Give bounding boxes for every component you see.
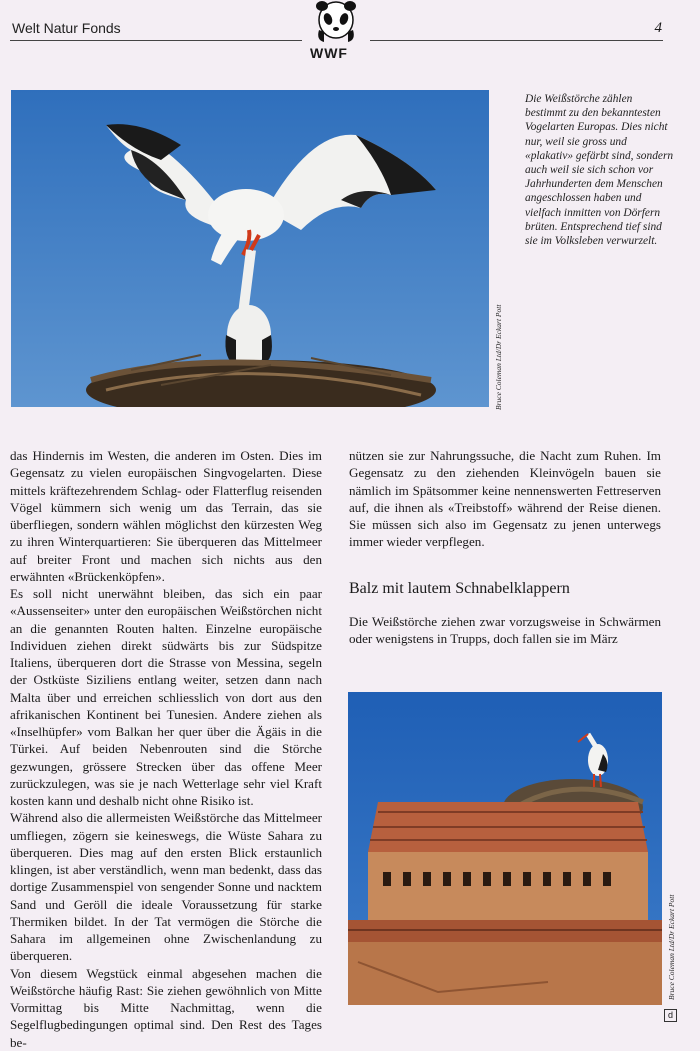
paragraph: Die Weißstörche ziehen zwar vorzugsweise in Schwärmen oder wenigstens in Trupps, doch fallen sie im März — [349, 614, 661, 647]
photo-caption: Die Weißstörche zählen bestimmt zu den bekanntesten Vogelarten Europas. Dies nicht nur, weil sie gross und «plakativ» gefärbt sind, sondern auch weil sie sich schon vor Jahrhunderten dem Menschen angeschlossen haben und vielfach inmitten von Dörfern brüten. Entsprechend tief sind sie im Volksleben verwurzelt. — [525, 93, 674, 248]
paragraph: nützen sie zur Nahrungssuche, die Nacht zum Ruhen. Im Gegensatz zu den ziehenden Kleinvögeln bauen sie nämlich im Spätsommer keine nennenswerten Fettreserven auf, die ihnen als «Treibstoff» während der Reise dienen. Sie müssen sich also im Gegensatz zu jenen unterwegs immer wieder verpflegen. — [349, 448, 661, 550]
stork-nest-photo — [11, 90, 489, 407]
paragraph: Es soll nicht unerwähnt bleiben, das sich ein paar «Aussenseiter» unter den europäischen Weißstörchen nicht an die genannten Routen halten. Einzelne europäische Individuen ziehen direkt südwärts bis zur Südspitze Italiens, überqueren dort die Strasse von Messina, segeln der Ostküste Siziliens entlang weiter, setzen dann nach Malta über und erreichen schliesslich von dort aus den afrikanischen Kontinent bei Tunesien. Andere ziehen als «Inselhüpfer» vom Balkan her quer über die Ägäis in die Türkei. Auf beiden Nebenrouten sind die Störche gezwungen, grössere Strecken über das offene Meer zurückzulegen, was sie je nach Wetterlage sehr viel Kraft kosten kann und deshalb nicht ohne Risiko ist. — [10, 586, 322, 808]
wwf-logo-text: WWF — [310, 45, 348, 61]
stork-building-photo — [348, 692, 662, 1005]
paragraph: Von diesem Wegstück einmal abgesehen machen die Weißstörche häufig Rast: Sie ziehen gewöhnlich von Mitte Vormittag bis Mitte Nachmittag, wenn die Segelflugbedingungen optimal sind. Den Rest des Tages be- — [10, 965, 322, 1050]
photo-credit-2: Bruce Coleman Ltd/Dr Eckart Pott — [667, 894, 676, 1000]
header-rule-left — [10, 40, 302, 41]
left-text-column — [10, 447, 322, 1051]
corner-mark: d — [664, 1009, 677, 1022]
header-rule-right — [370, 40, 663, 41]
running-title: Welt Natur Fonds — [12, 20, 121, 36]
paragraph: Während also die allermeisten Weißstörche das Mittelmeer umfliegen, zögern sie keineswegs, die Wüste Sahara zu überqueren. Dies mag auf den ersten Blick erstaunlich klingen, ist aber verständlich, wenn man bedenkt, dass das dortige Zusammenspiel von sengender Sonne und nacktem Sand und Geröll die ideale Voraussetzung für starke Thermiken bildet. In der Tat vermögen die Störche die Sahara im allgemeinen ohne Zwischenlandung zu überqueren. — [10, 810, 322, 964]
right-text-column-top — [349, 447, 661, 551]
page-number: 4 — [654, 20, 662, 36]
photo-credit-1: Bruce Coleman Ltd/Dr Eckart Pott — [494, 304, 503, 410]
right-text-column-bottom — [349, 613, 661, 648]
paragraph: das Hindernis im Westen, die anderen im Osten. Dies im Gegensatz zu vielen europäischen Singvogelarten. Diese mittels kräftezehrendem Schlag- oder Flatterflug reisenden Vögel kümmern sich wenig um das Terrain, das sie überfliegen, sondern wählen möglichst den kürzesten Weg zu ihren Winterquartieren: Sie überqueren das Mittelmeer auf breiter Front und machen sich nichts aus den erwähnten «Brückenköpfen». — [10, 448, 322, 584]
section-heading: Balz mit lautem Schnabelklappern — [349, 580, 570, 597]
